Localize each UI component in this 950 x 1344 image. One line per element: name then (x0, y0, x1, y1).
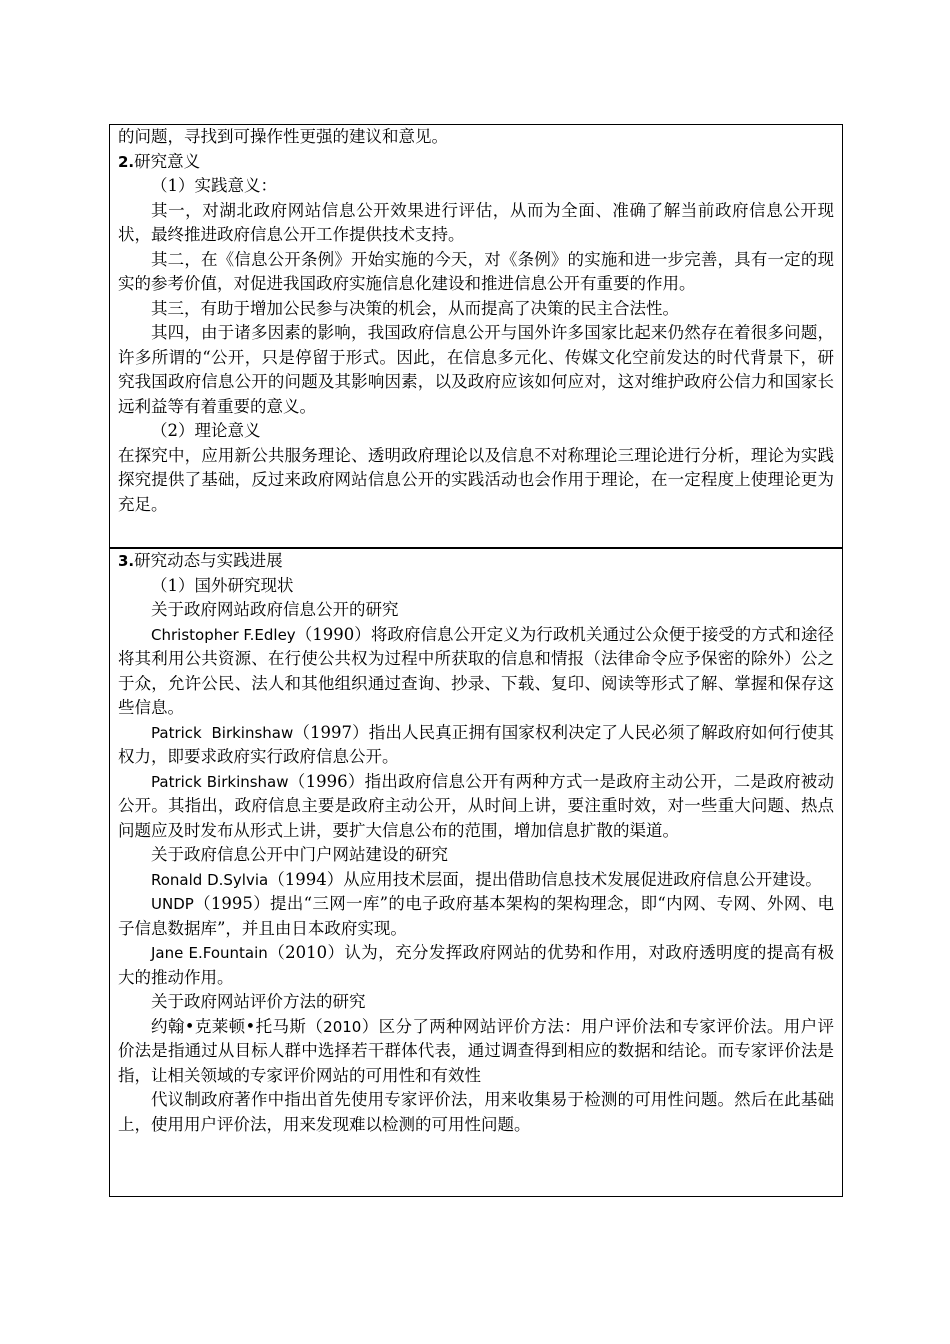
paragraph-fourth: 其四，由于诸多因素的影响，我国政府信息公开与国外许多国家比起来仍然存在着很多问题，许多所谓的“公开，只是停留于形式。因此，在信息多元化、传媒文化空前发达的时代背景下，研究我国政府信息公开的问题及其影响因素，以及政府应该如何应对，这对维护政府公信力和国家长远利益等有着重要的意义。 (118, 323, 834, 416)
paragraph-text: （2010）认为，充分发挥政府网站的优势和作用，对政府透明度的提高有极大的推动作用。 (118, 943, 834, 987)
paragraph-third: 其三，有助于增加公民参与决策的机会，从而提高了决策的民主合法性。 (151, 298, 679, 318)
heading-text: 研究意义 (134, 151, 201, 171)
heading-number: 3. (118, 552, 135, 570)
paragraph-birkinshaw-1997 (118, 721, 834, 770)
research-significance-box (109, 124, 843, 548)
section-heading-significance (118, 150, 834, 175)
paragraph-text-b: ）区分了两种网站评价方法：用户评价法和专家评价法。用户评价法是指通过从目标人群中选择若干群体代表，通过调查得到相应的数据和结论。而专家评价法是指，让相关领域的专家评价网站的可用性和有效性 (118, 1016, 835, 1085)
subheading-practical: （1）实践意义： (151, 176, 277, 195)
paragraph-text: （1995）提出“三网一库”的电子政府基本架构的架构理念，即“内网、专网、外网、电子信息数据库”，并且由日本政府实现。 (118, 894, 834, 938)
research-progress-box (109, 548, 843, 1197)
author-name: Patrick Birkinshaw (151, 723, 294, 742)
topic-heading-portal: 关于政府信息公开中门户网站建设的研究 (151, 845, 448, 864)
topic-heading-evaluation: 关于政府网站评价方法的研究 (151, 992, 366, 1011)
paragraph-text: （1994）从应用技术层面，提出借助信息技术发展促进政府信息公开建设。 (268, 869, 822, 889)
paragraph-first: 其一，对湖北政府网站信息公开效果进行评估，从而为全面、准确了解当前政府信息公开现状，最终推进政府信息公开工作提供技术支持。 (118, 200, 834, 244)
paragraph-edley (118, 623, 834, 721)
subheading-theory: （2）理论意义 (151, 421, 261, 440)
author-name: Jane E.Fountain (151, 944, 268, 962)
paragraph-undp (118, 892, 834, 941)
author-name: Patrick Birkinshaw (151, 772, 289, 791)
paragraph-text: （1997）指出人民真正拥有国家权利决定了人民必须了解政府如何行使其权力，即要求政府实行政府信息公开。 (118, 722, 834, 766)
paragraph-thomas (118, 1015, 834, 1089)
paragraph-text: （1996）指出政府信息公开有两种方式一是政府主动公开，二是政府被动公开。其指出，政府信息主要是政府主动公开，从时间上讲，要注重时效，对一些重大问题、热点问题应及时发布从形式上讲，要扩大信息公布的范围，增加信息扩散的渠道。 (118, 771, 834, 840)
author-name: UNDP (151, 895, 194, 913)
continuation-text: 的问题，寻找到可操作性更强的建议和意见。 (118, 127, 448, 146)
author-name: Christopher F.Edley (151, 625, 296, 644)
paragraph-birkinshaw-1996 (118, 770, 834, 844)
paragraph-sylvia (118, 868, 834, 893)
author-name: Ronald D.Sylvia (151, 870, 269, 889)
topic-heading-disclosure: 关于政府网站政府信息公开的研究 (151, 600, 399, 619)
heading-text: 研究动态与实践进展 (134, 551, 283, 570)
paragraph-representative-government: 代议制政府著作中指出首先使用专家评价法，用来收集易于检测的可用性问题。然后在此基础上，使用用户评价法，用来发现难以检测的可用性问题。 (118, 1090, 834, 1134)
paragraph-text: （1990）将政府信息公开定义为行政机关通过公众便于接受的方式和途径将其利用公共资源、在行使公共权为过程中所获取的信息和情报（法律命令应予保密的除外）公之于众，允许公民、法人和其他组织通过查询、抄录、下载、复印、阅读等形式了解、掌握和保存这些信息。 (118, 624, 834, 717)
paragraph-second: 其二，在《信息公开条例》开始实施的今天，对《条例》的实施和进一步完善，具有一定的现实的参考价值，对促进我国政府实施信息化建设和推进信息公开有重要的作用。 (118, 249, 834, 293)
paragraph-text-a: 约翰•克莱顿•托马斯（ (151, 1016, 324, 1036)
section-heading-progress (118, 549, 834, 574)
paragraph-theory: 在探究中，应用新公共服务理论、透明政府理论以及信息不对称理论三理论进行分析，理论为实践探究提供了基础，反过来政府网站信息公开的实践活动也会作用于理论，在一定程度上使理论更为充足。 (118, 445, 834, 514)
subheading-foreign: （1）国外研究现状 (151, 575, 294, 595)
paragraph-fountain (118, 941, 834, 990)
heading-number: 2. (118, 152, 135, 171)
year: 2010 (323, 1017, 362, 1036)
